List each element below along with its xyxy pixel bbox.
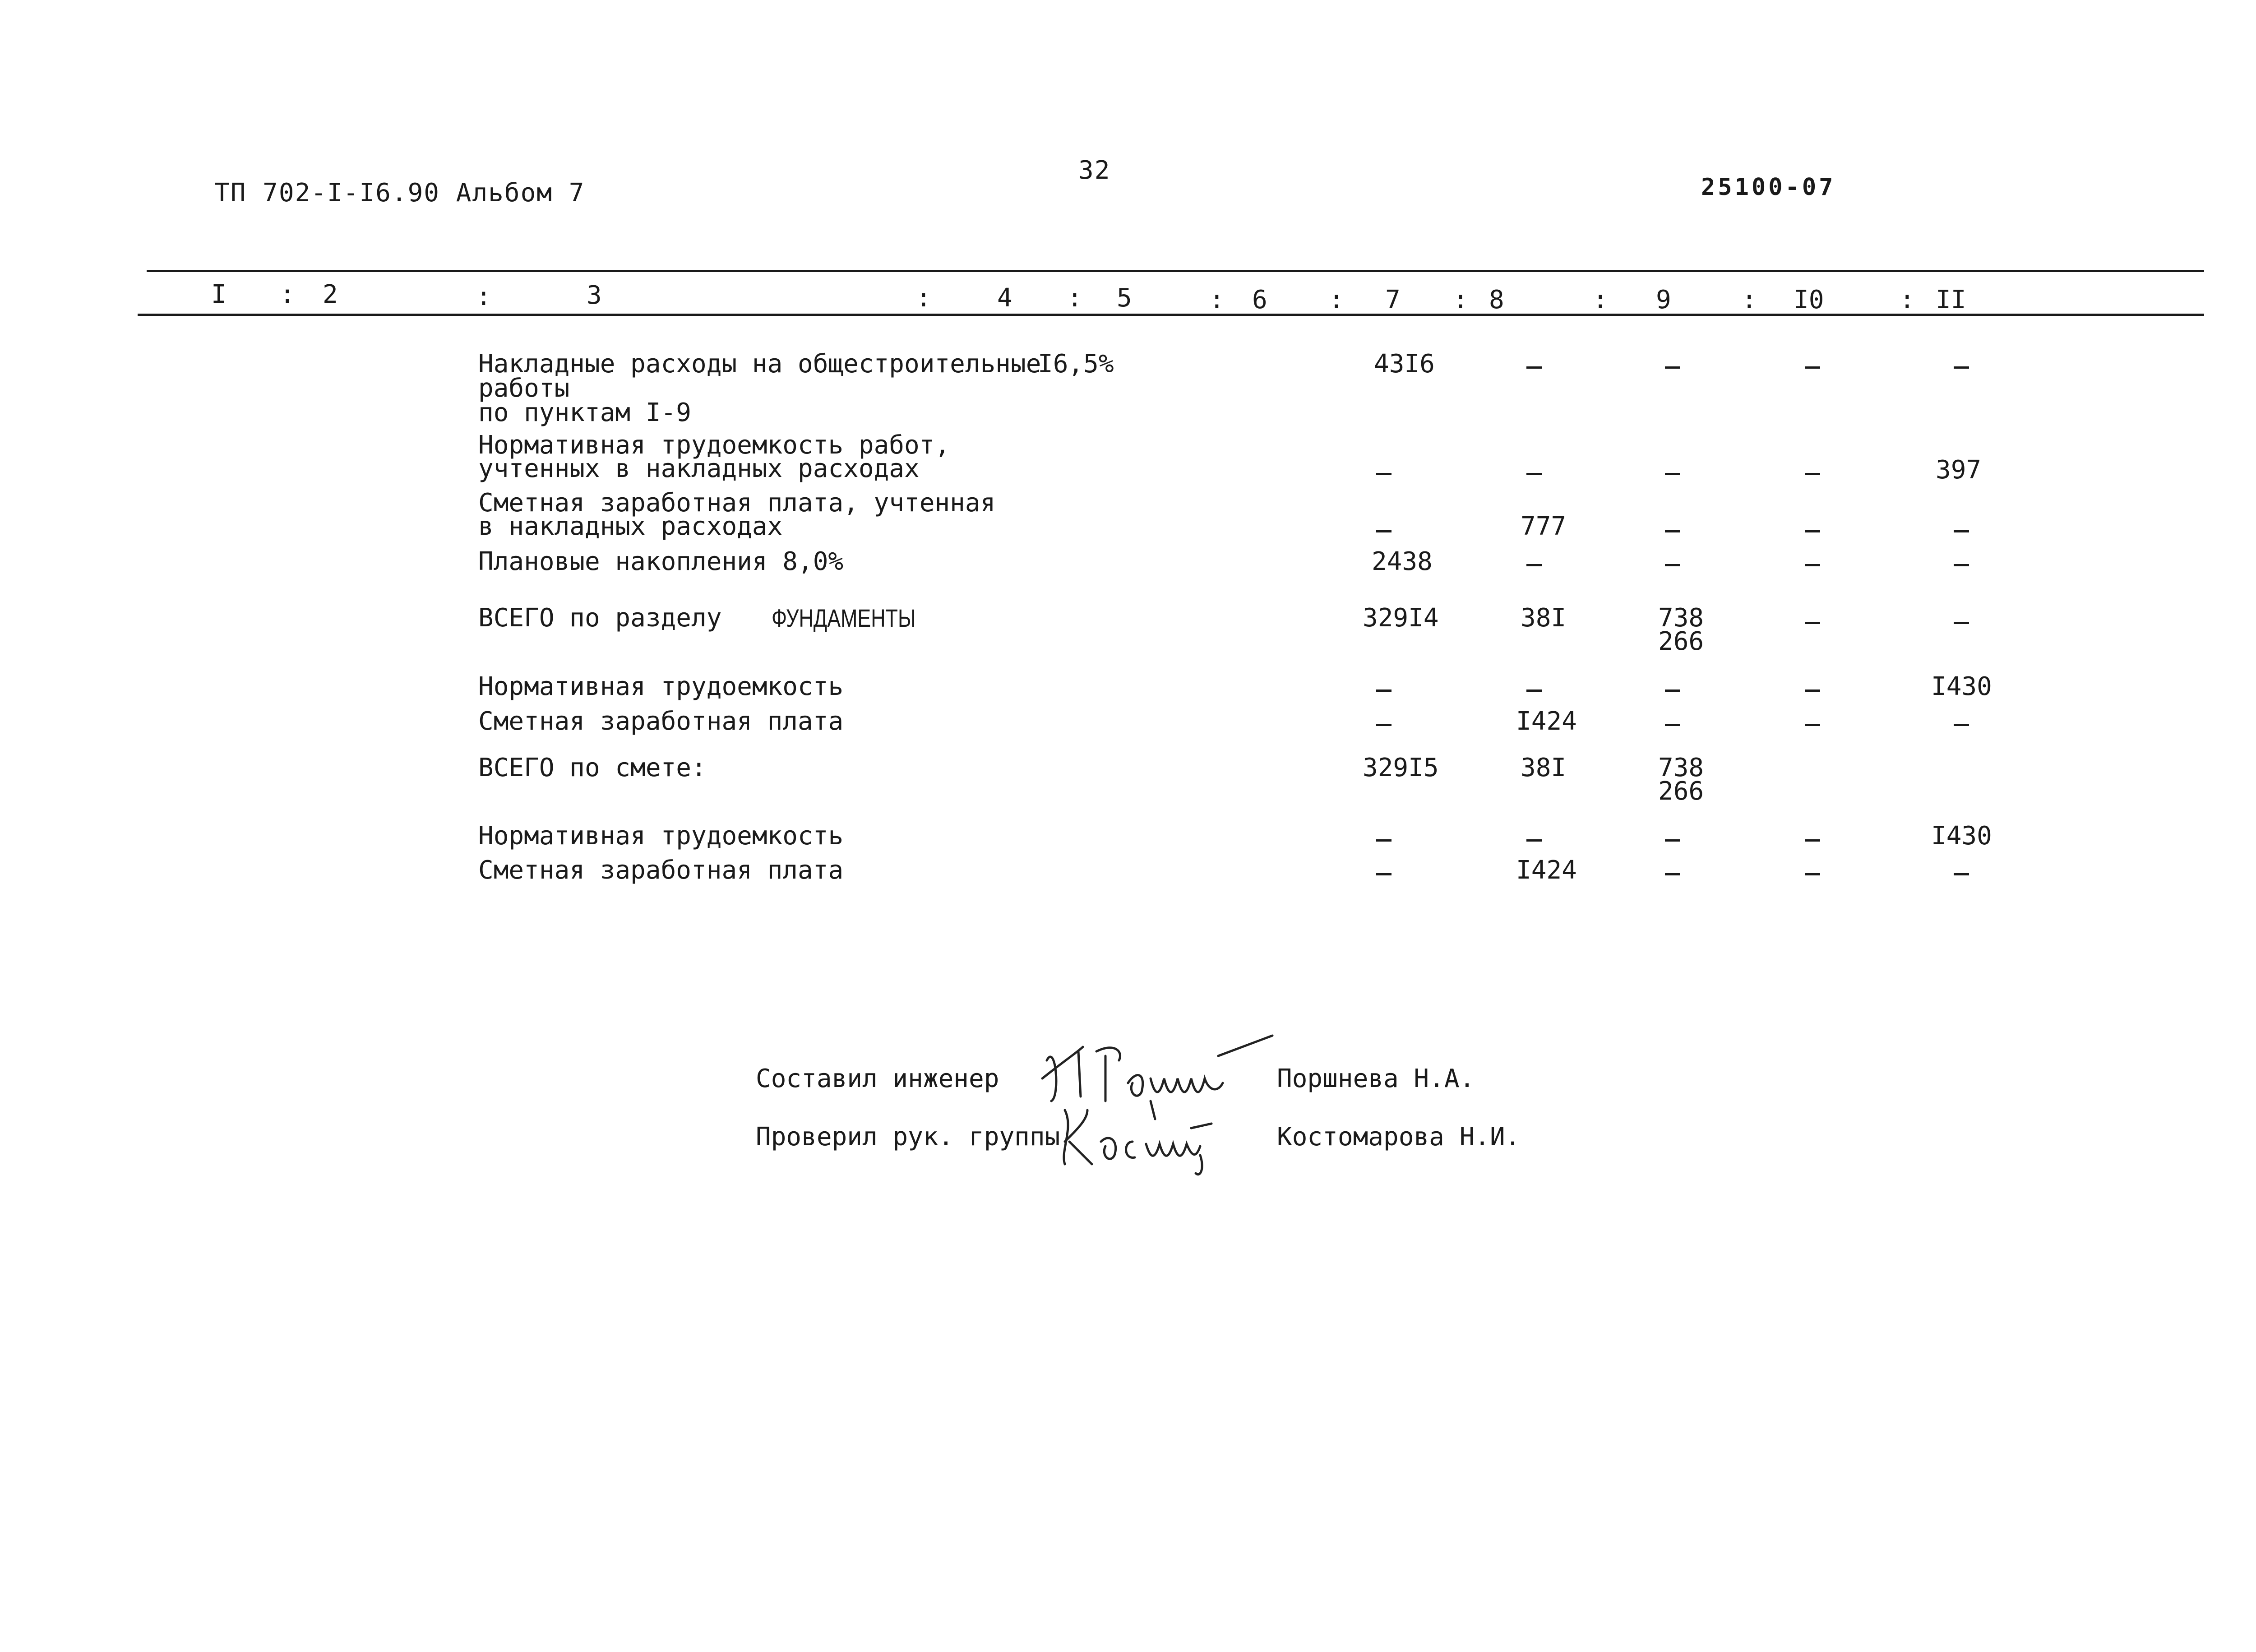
row-description-line: Нормативная трудоемкость работ, — [478, 430, 950, 460]
cell-col10-dash — [1805, 564, 1820, 566]
row-description-line: Сметная заработная плата — [478, 707, 844, 736]
cell-col9-dash — [1665, 366, 1680, 369]
col-num-5: 5 — [1117, 283, 1132, 313]
cell-col9-dash — [1665, 564, 1680, 566]
cell-col8-dash — [1526, 839, 1542, 842]
cell-col10-dash — [1805, 873, 1820, 875]
col-sep: : — [1593, 285, 1608, 315]
cell-col10-dash — [1805, 839, 1820, 842]
col-sep: : — [1329, 285, 1344, 315]
col-sep: : — [1900, 285, 1915, 315]
cell-col9-dash — [1665, 530, 1680, 532]
col-sep: : — [280, 280, 295, 309]
cell-col11: 397 — [1936, 455, 1982, 485]
cell-col8: I424 — [1516, 707, 1577, 736]
col-num-2: 2 — [323, 280, 338, 309]
checked-by-label: Проверил рук. группы — [756, 1122, 1060, 1152]
cell-col8: 777 — [1521, 512, 1567, 541]
row-description-line: по пунктам I-9 — [478, 398, 692, 427]
compiler-name: Поршнева Н.А. — [1277, 1064, 1475, 1093]
col-num-3: 3 — [587, 281, 602, 310]
cell-col11-dash — [1954, 622, 1969, 624]
row-description-line: Сметная заработная плата — [478, 856, 844, 885]
cell-col7: 43I6 — [1374, 349, 1435, 379]
cell-col7-dash — [1376, 530, 1392, 532]
col-sep: : — [1742, 285, 1757, 315]
cell-col11-dash — [1954, 724, 1969, 726]
cell-col7-dash — [1376, 873, 1392, 875]
cell-col8-dash — [1526, 366, 1542, 369]
col-num-8: 8 — [1489, 285, 1504, 315]
table-header-bottom-rule — [138, 314, 2204, 316]
cell-col7: 329I4 — [1363, 603, 1439, 633]
row-description-line: Плановые накопления 8,0% — [478, 547, 844, 576]
col-sep: : — [916, 283, 931, 313]
row-description-line: Накладные расходы на общестроительные — [478, 349, 1041, 379]
col-sep: : — [1453, 285, 1468, 315]
cell-col7-dash — [1376, 724, 1392, 726]
cell-col8: I424 — [1516, 856, 1577, 885]
cell-col11: I430 — [1931, 821, 1992, 851]
row-description-line: учтенных в накладных расходах — [478, 454, 920, 483]
page-number: 32 — [1078, 156, 1111, 185]
row-description-line: в накладных расходах — [478, 512, 783, 541]
col-num-6: 6 — [1252, 285, 1267, 315]
col-sep: : — [476, 282, 491, 311]
cell-col9: 266 — [1658, 627, 1704, 656]
checker-handwritten-signature — [1056, 1101, 1236, 1169]
document-code: ТП 702-I-I6.90 Альбом 7 — [214, 178, 585, 208]
cell-col11-dash — [1954, 530, 1969, 532]
cell-col10-dash — [1805, 366, 1820, 369]
cell-col10-dash — [1805, 622, 1820, 624]
document-number: 25100-07 — [1701, 174, 1836, 201]
compiled-by-label: Составил инженер — [756, 1064, 999, 1093]
col-num-4: 4 — [997, 283, 1012, 313]
cell-col10-dash — [1805, 530, 1820, 532]
cell-col11: I430 — [1931, 672, 1992, 701]
cell-col9-dash — [1665, 473, 1680, 475]
col-num-9: 9 — [1656, 285, 1671, 315]
cell-col8-dash — [1526, 473, 1542, 475]
cell-col9-dash — [1665, 839, 1680, 842]
cell-col7-dash — [1376, 473, 1392, 475]
cell-col7: 329I5 — [1363, 753, 1439, 782]
row-description-line: Сметная заработная плата, учтенная — [478, 488, 996, 518]
col-sep: : — [1067, 283, 1082, 313]
cell-col10-dash — [1805, 724, 1820, 726]
overhead-rate: I6,5% — [1038, 349, 1114, 379]
cell-col11-dash — [1954, 873, 1969, 875]
col-num-1: I — [211, 280, 227, 309]
cell-col10-dash — [1805, 689, 1820, 692]
cell-col9: 738 — [1658, 753, 1704, 782]
cell-col10-dash — [1805, 473, 1820, 475]
cell-col9: 738 — [1658, 603, 1704, 633]
cell-col9-dash — [1665, 873, 1680, 875]
table-top-rule — [147, 270, 2204, 272]
cell-col11-dash — [1954, 564, 1969, 566]
cell-col8-dash — [1526, 689, 1542, 692]
row-description-line: Нормативная трудоемкость — [478, 821, 844, 851]
row-description-line: ВСЕГО по смете: — [478, 753, 707, 782]
section-name: ФУНДАМЕНТЫ — [772, 604, 916, 632]
cell-col11-dash — [1954, 366, 1969, 369]
cell-col9-dash — [1665, 689, 1680, 692]
cell-col9: 266 — [1658, 777, 1704, 806]
row-description-line: ВСЕГО по разделу — [478, 603, 722, 633]
col-sep: : — [1209, 285, 1225, 315]
col-num-7: 7 — [1385, 285, 1401, 315]
col-num-11: II — [1936, 285, 1966, 315]
cell-col8-dash — [1526, 564, 1542, 566]
cell-col7: 2438 — [1372, 547, 1433, 576]
checker-name: Костомарова Н.И. — [1277, 1122, 1521, 1152]
cell-col8: 38I — [1521, 603, 1567, 633]
cell-col8: 38I — [1521, 753, 1567, 782]
row-description-line: Нормативная трудоемкость — [478, 672, 844, 701]
row-description-line: работы — [478, 374, 570, 403]
cell-col7-dash — [1376, 689, 1392, 692]
cell-col9-dash — [1665, 724, 1680, 726]
col-num-10: I0 — [1794, 285, 1824, 315]
cell-col7-dash — [1376, 839, 1392, 842]
